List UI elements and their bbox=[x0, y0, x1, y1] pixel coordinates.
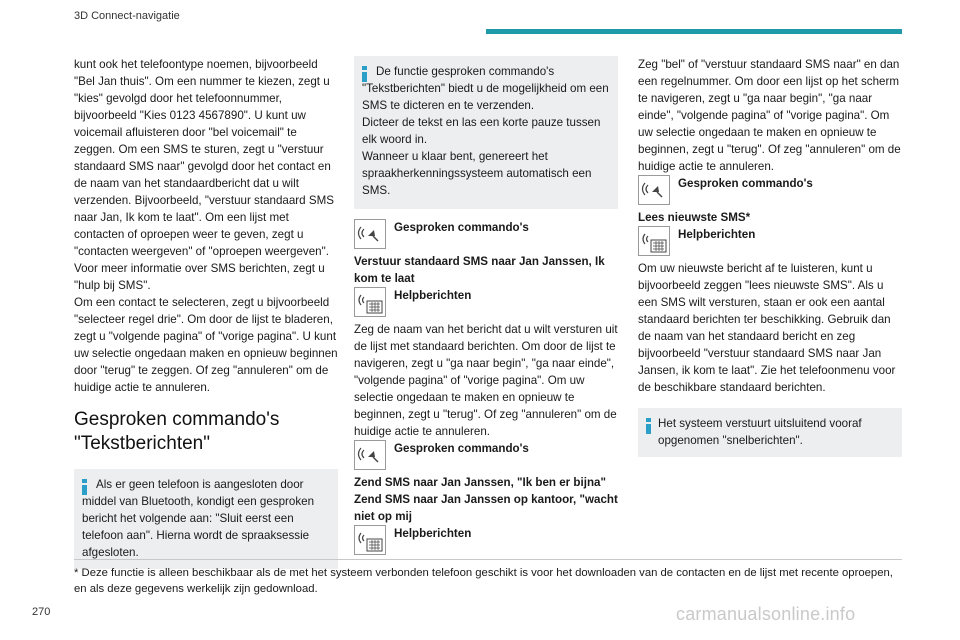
voice-command-icon bbox=[354, 440, 386, 470]
info-text: Dicteer de tekst en las een korte pauze tussen elk woord in. bbox=[362, 116, 601, 146]
watermark: carmanualsonline.info bbox=[676, 604, 856, 624]
info-box bbox=[74, 469, 338, 569]
voice-command-text: Zend SMS naar Jan Janssen op kantoor, "wacht niet op mij bbox=[354, 493, 618, 523]
help-message-label: Helpberichten bbox=[678, 228, 756, 241]
body-paragraph: kunt ook het telefoontype noemen, bijvoorbeeld "Bel Jan thuis". Om een nummer te kiezen, zegt u "kies" gevolgd door het telefoonnummer, bijvoorbeeld "Kies 0123 4567890". U kunt uw voicemail afluisteren door "bel voicemail" te zeggen. Om een SMS te sturen, zegt u "verstuur standaard SMS naar" gevolgd door het contact en de naam van het standaardbericht dat u wilt verzenden. Bijvoorbeeld, "verstuur standaard SMS naar Jan, Ik kom te laat". Om een lijst met contacten of oproepen weer te geven, zegt u "contacten weergeven" of "oproepen weergeven". Voor meer informatie over SMS berichten, zegt u "hulp bij SMS". bbox=[74, 58, 334, 292]
help-message-icon bbox=[638, 226, 670, 256]
voice-command-icon bbox=[354, 219, 386, 249]
help-message-text: Om uw nieuwste bericht af te luisteren, kunt u bijvoorbeeld zeggen "lees nieuwste SMS". Als u een SMS wilt versturen, staan er ook een aantal standaard berichten ter beschikking. Gebruik dan de naam van het standaard bericht en zeg bijvoorbeeld "verstuur standaard SMS naar Jan Jansen, ik kom te laat". Zie het telefoonmenu voor de beschikbare standaard berichten. bbox=[638, 262, 896, 394]
help-message-block bbox=[354, 287, 618, 321]
voice-command-icon bbox=[638, 175, 670, 205]
voice-command-text: Lees nieuwste SMS* bbox=[638, 211, 751, 224]
column-1 bbox=[74, 56, 338, 569]
info-icon bbox=[82, 479, 87, 495]
help-message-block bbox=[354, 525, 618, 559]
info-text: Als er geen telefoon is aangesloten door middel van Bluetooth, kondigt een gesproken bericht het volgende aan: "Sluit eerst een telefoon aan". Hierna wordt de spraaksessie afgesloten. bbox=[82, 478, 315, 559]
body-paragraph: Om een contact te selecteren, zegt u bijvoorbeeld "selecteer regel drie". Om door de lijst te bladeren, zegt u "volgende pagina" of "vorige pagina". U kunt uw selectie ongedaan maken en opnieuw beginnen door "terug" te zeggen. Of zeg "annuleren" om de huidige actie te annuleren. bbox=[74, 296, 338, 394]
info-icon bbox=[362, 66, 367, 82]
info-text: Het systeem verstuurt uitsluitend vooraf opgenomen "snelberichten". bbox=[658, 417, 862, 447]
voice-command-label: Gesproken commando's bbox=[394, 442, 529, 455]
column-3 bbox=[638, 56, 902, 457]
header-accent-bar bbox=[486, 29, 902, 34]
info-box bbox=[354, 56, 618, 209]
voice-command-text: Verstuur standaard SMS naar Jan Janssen, Ik kom te laat bbox=[354, 255, 605, 285]
info-text: De functie gesproken commando's "Tekstberichten" biedt u de mogelijkheid om een SMS te dicteren en te verzenden. bbox=[362, 65, 609, 112]
section-heading: Gesproken commando's "Tekstberichten" bbox=[74, 409, 280, 454]
voice-command-block bbox=[354, 440, 618, 474]
page-number: 270 bbox=[32, 606, 51, 618]
info-text: Wanneer u klaar bent, genereert het spraakherkenningssysteem automatisch een SMS. bbox=[362, 150, 592, 197]
header-title: 3D Connect-navigatie bbox=[74, 10, 180, 22]
voice-command-block bbox=[354, 219, 618, 253]
info-box bbox=[638, 408, 902, 457]
help-message-icon bbox=[354, 525, 386, 555]
help-message-block bbox=[638, 226, 902, 260]
help-message-label: Helpberichten bbox=[394, 527, 472, 540]
help-message-text: Zeg de naam van het bericht dat u wilt versturen uit de lijst met standaard berichten. Om door de lijst te navigeren, zegt u "ga naar begin", "ga naar einde", "volgende pagina" of "vorige pagina". Om uw selectie ongedaan te maken en opnieuw te beginnen, zegt u "terug". Of zeg "annuleren" om de huidige actie te annuleren. bbox=[354, 323, 618, 438]
body-paragraph: Zeg "bel" of "verstuur standaard SMS naar" en dan een regelnummer. Om door een lijst op het scherm te navigeren, zegt u "ga naar begin", "ga naar einde", "volgende pagina" of "vorige pagina". Om uw selectie ongedaan te maken en opnieuw te beginnen, zegt u "terug". Of zeg "annuleren" om de huidige actie te annuleren. bbox=[638, 58, 901, 173]
voice-command-text: Zend SMS naar Jan Janssen, "Ik ben er bijna" bbox=[354, 476, 606, 489]
footnote: * Deze functie is alleen beschikbaar als de met het systeem verbonden telefoon geschikt is voor het downloaden van de contacten en de lijst met recente oproepen, en als deze gegevens werkelijk zijn gedownload. bbox=[74, 567, 893, 595]
footnote-divider bbox=[74, 559, 902, 560]
voice-command-label: Gesproken commando's bbox=[678, 177, 813, 190]
voice-command-label: Gesproken commando's bbox=[394, 221, 529, 234]
help-message-icon bbox=[354, 287, 386, 317]
voice-command-block bbox=[638, 175, 902, 209]
help-message-label: Helpberichten bbox=[394, 289, 472, 302]
info-icon bbox=[646, 418, 651, 434]
column-2 bbox=[354, 56, 618, 559]
